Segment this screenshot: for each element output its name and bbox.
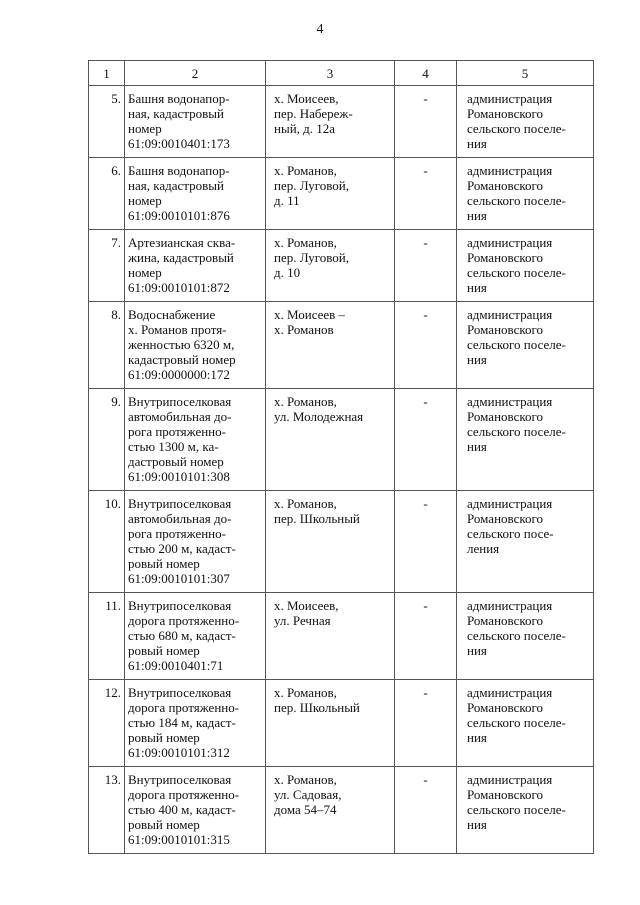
owner-cell: администрация Романовского сельского поселе- ния	[457, 389, 594, 491]
object-name-cell: Внутрипоселковая дорога протяженно- стью 184 м, кадаст- ровый номер 61:09:0010101:312	[125, 680, 266, 767]
row-number: 13.	[89, 767, 125, 854]
property-table	[88, 60, 594, 854]
object-name-cell: Башня водонапор- ная, кадастровый номер 61:09:0010101:876	[125, 158, 266, 230]
object-name-cell: Внутрипоселковая дорога протяженно- стью 400 м, кадаст- ровый номер 61:09:0010101:315	[125, 767, 266, 854]
table-row	[89, 389, 594, 491]
address-cell: х. Моисеев – х. Романов	[266, 302, 395, 389]
column-4-cell: -	[395, 230, 457, 302]
object-name-cell: Внутрипоселковая дорога протяженно- стью 680 м, кадаст- ровый номер 61:09:0010401:71	[125, 593, 266, 680]
object-name-cell: Башня водонапор- ная, кадастровый номер 61:09:0010401:173	[125, 86, 266, 158]
owner-cell: администрация Романовского сельского поселе- ния	[457, 767, 594, 854]
row-number: 8.	[89, 302, 125, 389]
row-number: 9.	[89, 389, 125, 491]
address-cell: х. Романов, пер. Школьный	[266, 680, 395, 767]
page-number: 4	[316, 22, 324, 37]
table-row	[89, 767, 594, 854]
column-4-cell: -	[395, 158, 457, 230]
row-number: 12.	[89, 680, 125, 767]
column-header: 4	[395, 61, 457, 86]
address-cell: х. Моисеев, пер. Набереж- ный, д. 12а	[266, 86, 395, 158]
address-cell: х. Романов, пер. Луговой, д. 11	[266, 158, 395, 230]
owner-cell: администрация Романовского сельского поселе- ния	[457, 86, 594, 158]
column-header: 1	[89, 61, 125, 86]
object-name-cell: Артезианская сква- жина, кадастровый номер 61:09:0010101:872	[125, 230, 266, 302]
column-header: 3	[266, 61, 395, 86]
column-4-cell: -	[395, 302, 457, 389]
table-row	[89, 593, 594, 680]
row-number: 6.	[89, 158, 125, 230]
owner-cell: администрация Романовского сельского поселе- ния	[457, 230, 594, 302]
table-row	[89, 230, 594, 302]
address-cell: х. Романов, пер. Луговой, д. 10	[266, 230, 395, 302]
object-name-cell: Внутрипоселковая автомобильная до- рога протяженно- стью 1300 м, ка- дастровый номер 61:09:0010101:308	[125, 389, 266, 491]
column-4-cell: -	[395, 491, 457, 593]
address-cell: х. Романов, пер. Школьный	[266, 491, 395, 593]
owner-cell: администрация Романовского сельского поселе- ния	[457, 680, 594, 767]
row-number: 11.	[89, 593, 125, 680]
table-row	[89, 86, 594, 158]
table-row	[89, 158, 594, 230]
owner-cell: администрация Романовского сельского поселе- ния	[457, 302, 594, 389]
address-cell: х. Романов, ул. Молодежная	[266, 389, 395, 491]
column-header: 2	[125, 61, 266, 86]
column-4-cell: -	[395, 680, 457, 767]
row-number: 7.	[89, 230, 125, 302]
table-row	[89, 302, 594, 389]
object-name-cell: Внутрипоселковая автомобильная до- рога протяженно- стью 200 м, кадаст- ровый номер 61:09:0010101:307	[125, 491, 266, 593]
object-name-cell: Водоснабжение х. Романов протя- женностью 6320 м, кадастровый номер 61:09:0000000:172	[125, 302, 266, 389]
column-4-cell: -	[395, 767, 457, 854]
table-header-row	[89, 61, 594, 86]
owner-cell: администрация Романовского сельского поселе- ния	[457, 158, 594, 230]
table-row	[89, 680, 594, 767]
owner-cell: администрация Романовского сельского поселе- ния	[457, 593, 594, 680]
column-4-cell: -	[395, 86, 457, 158]
column-header: 5	[457, 61, 594, 86]
table-row	[89, 491, 594, 593]
column-4-cell: -	[395, 593, 457, 680]
column-4-cell: -	[395, 389, 457, 491]
row-number: 5.	[89, 86, 125, 158]
address-cell: х. Моисеев, ул. Речная	[266, 593, 395, 680]
address-cell: х. Романов, ул. Садовая, дома 54–74	[266, 767, 395, 854]
row-number: 10.	[89, 491, 125, 593]
owner-cell: администрация Романовского сельского посе- ления	[457, 491, 594, 593]
